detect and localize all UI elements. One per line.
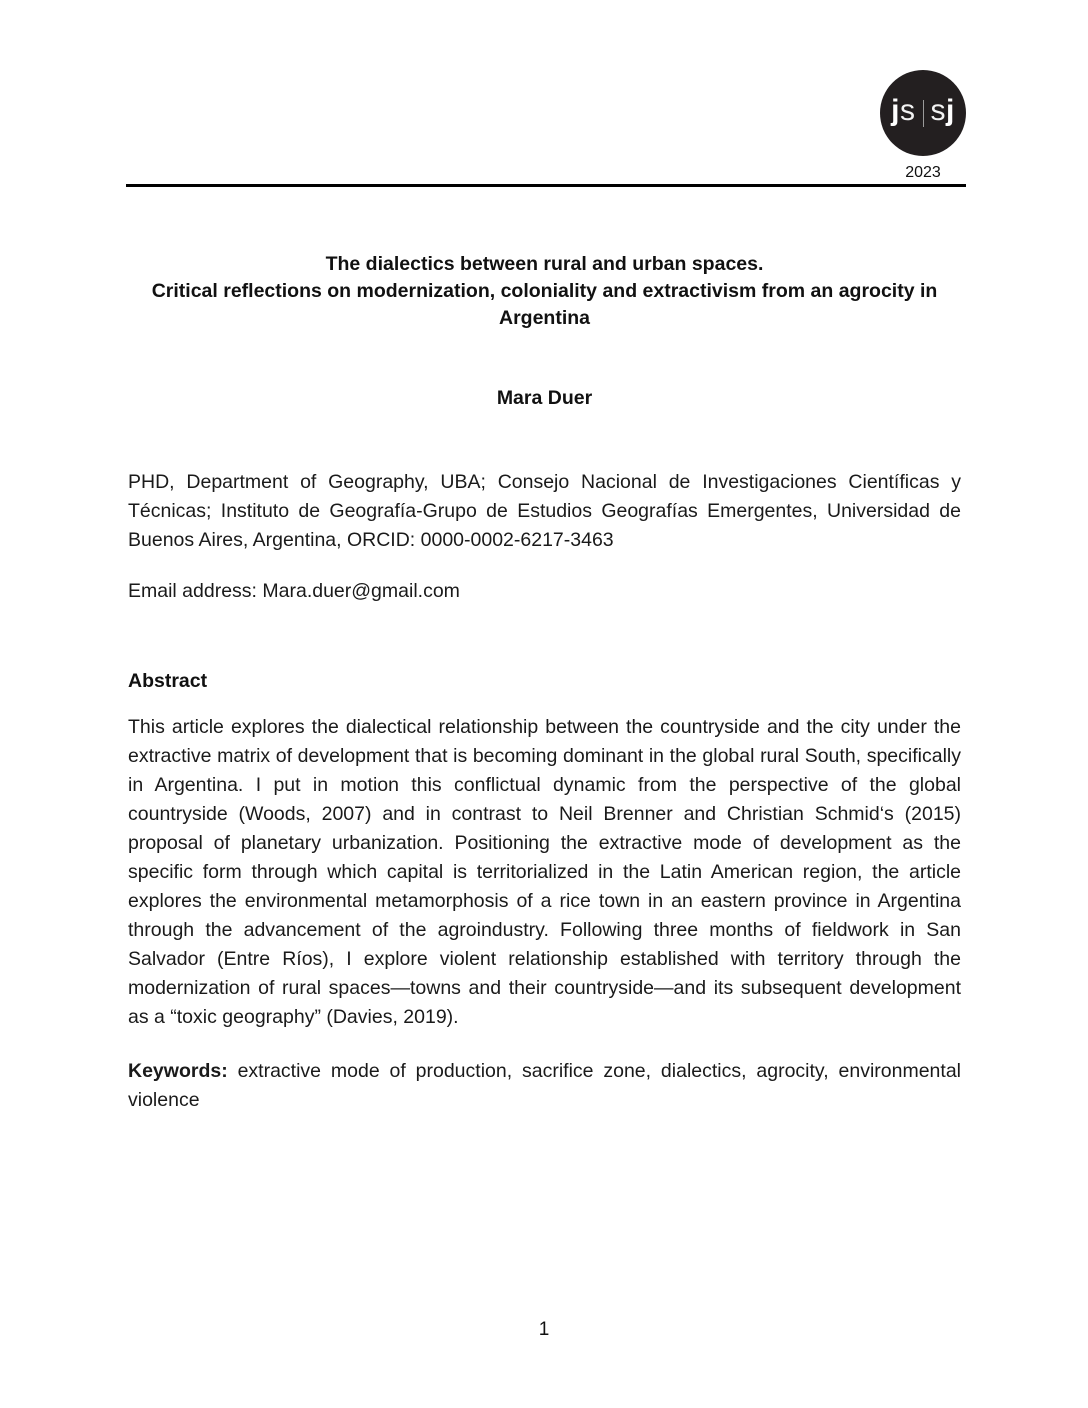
logo-letter-s-left: s: [900, 94, 916, 127]
logo-letter-s-right: s: [930, 94, 946, 127]
email-line: [128, 577, 961, 606]
article-title: [128, 251, 961, 332]
keywords-text: extractive mode of production, sacrifice zone, dialectics, agrocity, environmental violence: [128, 1060, 961, 1111]
article-title-line2: Critical reflections on modernization, coloniality and extractivism from an agrocity in Argentina: [151, 280, 938, 329]
logo-letter-j-right: j: [946, 94, 955, 127]
abstract-heading: Abstract: [128, 670, 208, 692]
page-number: 1: [538, 1319, 550, 1340]
keywords-label: Keywords:: [128, 1060, 228, 1082]
article-title-line1: The dialectics between rural and urban spaces.: [325, 253, 764, 275]
author-name: Mara Duer: [496, 387, 593, 409]
keywords-line: [128, 1057, 961, 1115]
email-label: Email address:: [128, 580, 263, 602]
logo-letter-j-left: j: [891, 94, 900, 127]
author-affiliation: PHD, Department of Geography, UBA; Consejo Nacional de Investigaciones Científicas y Técnicas; Instituto de Geografía-Grupo de Estudios Geografías Emergentes, Universidad de Buenos Aires, Argentina, ORCID: 0000-0002-6217-3463: [128, 471, 961, 551]
abstract-text: This article explores the dialectical relationship between the countryside and the city under the extractive matrix of development that is becoming dominant in the global rural South, specifically in Argentina. I put in motion this conflictual dynamic from the perspective of the global countryside (Woods, 2007) and in contrast to Neil Brenner and Christian Schmid‘s (2015) proposal of planetary urbanization. Positioning the extractive mode of development as the specific form through which capital is territorialized in the Latin American region, the article explores the environmental metamorphosis of a rice town in an eastern province in Argentina through the advancement of the agroindustry. Following three months of fieldwork in San Salvador (Entre Ríos), I explore violent relationship established with territory through the modernization of rural spaces—towns and their countryside—and its subsequent development as a “toxic geography” (Davies, 2019).: [128, 716, 961, 1028]
article-content: [128, 0, 961, 1115]
journal-year: 2023: [905, 164, 941, 181]
email-address: Mara.duer@gmail.com: [262, 580, 460, 602]
